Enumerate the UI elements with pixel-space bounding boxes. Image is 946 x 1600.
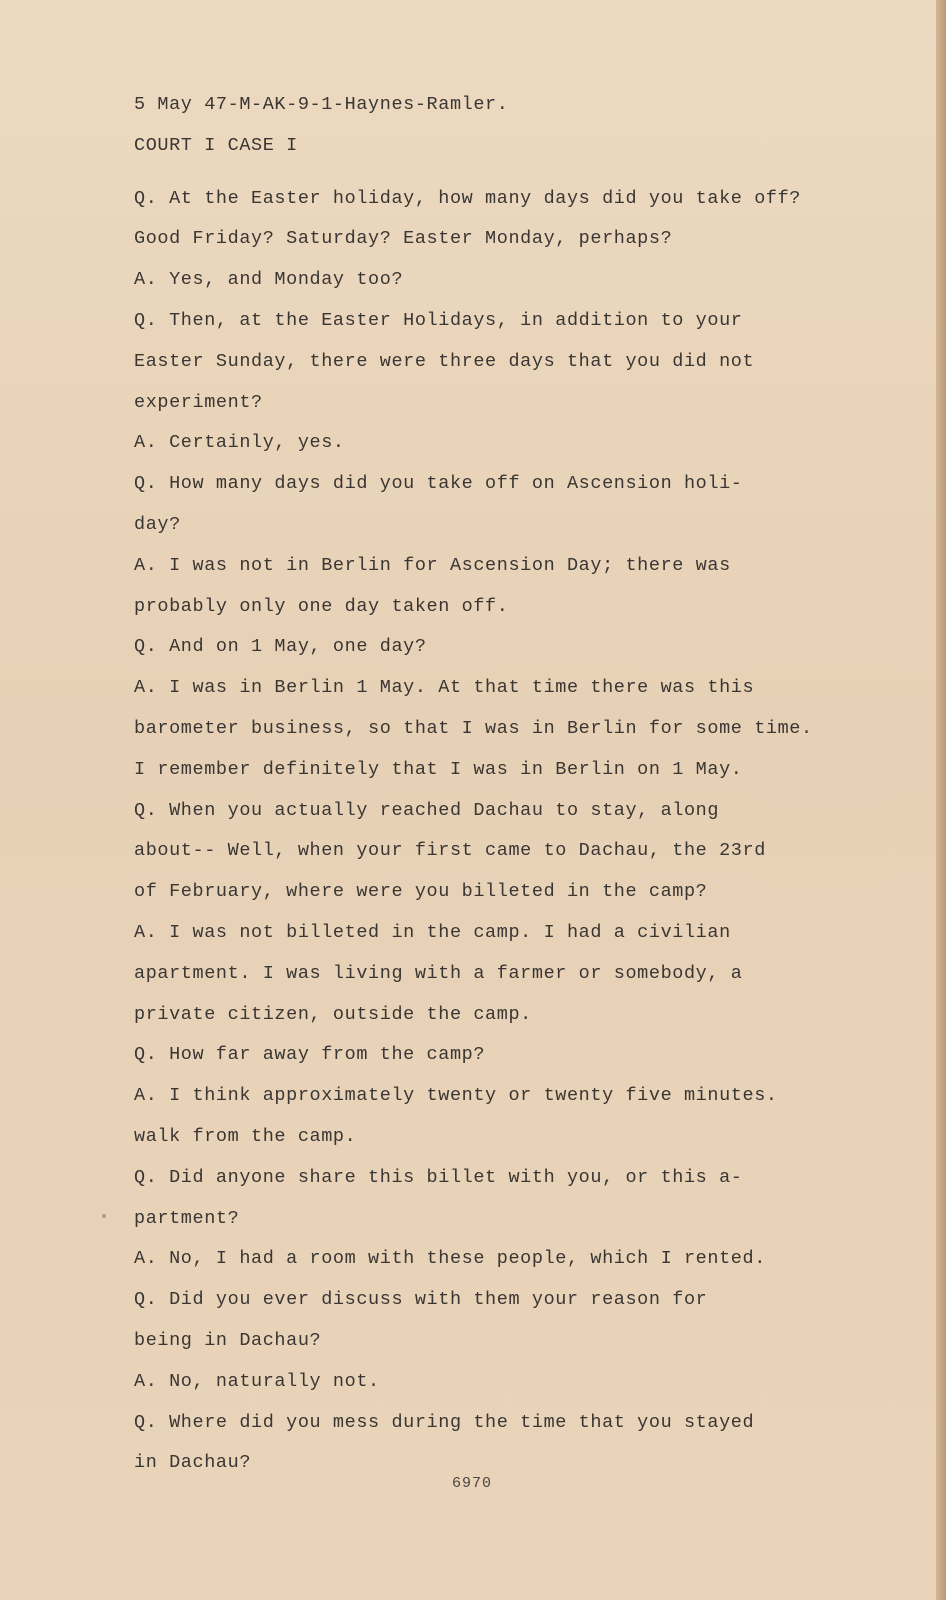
transcript-line: I remember definitely that I was in Berlin on 1 May. [134, 758, 743, 780]
transcript-line: A. Yes, and Monday too? [134, 269, 404, 291]
transcript-line: of February, where were you billeted in the camp? [134, 881, 708, 903]
transcript-line: A. I was not in Berlin for Ascension Day; there was [134, 554, 731, 576]
section-gap [134, 167, 854, 179]
transcript-body [134, 85, 854, 1484]
transcript-line: A. No, I had a room with these people, which I rented. [134, 1248, 766, 1270]
transcript-line: experiment? [134, 391, 263, 413]
header-line: 5 May 47-M-AK-9-1-Haynes-Ramler. [134, 94, 509, 115]
transcript-line: probably only one day taken off. [134, 595, 509, 617]
transcript-line: Q. How far away from the camp? [134, 1044, 486, 1066]
transcript-line: walk from the camp. [134, 1125, 357, 1147]
transcript-line: Easter Sunday, there were three days that you did not [134, 350, 755, 372]
transcript-line: Q. Then, at the Easter Holidays, in addition to your [134, 309, 743, 331]
page-edge [936, 0, 946, 1600]
transcript-line: A. I was in Berlin 1 May. At that time there was this [134, 677, 755, 699]
case-line: COURT I CASE I [134, 134, 298, 156]
transcript-line: Q. At the Easter holiday, how many days did you take off? [134, 187, 802, 209]
transcript-line: Good Friday? Saturday? Easter Monday, perhaps? [134, 228, 673, 250]
paper-speck [102, 1214, 106, 1218]
transcript-line: partment? [134, 1207, 240, 1229]
transcript-line: Q. Where did you mess during the time that you stayed [134, 1411, 755, 1433]
transcript-line: Q. Did anyone share this billet with you, or this a- [134, 1166, 743, 1188]
transcript-line: apartment. I was living with a farmer or somebody, a [134, 962, 743, 984]
page-number: 6970 [452, 1475, 493, 1492]
transcript-line: Q. When you actually reached Dachau to stay, along [134, 799, 720, 821]
transcript-line: A. No, naturally not. [134, 1370, 380, 1392]
transcript-line: in Dachau? [134, 1452, 252, 1474]
transcript-line: Q. How many days did you take off on Ascension holi- [134, 473, 743, 495]
transcript-line: Q. And on 1 May, one day? [134, 636, 427, 658]
transcript-line: about-- Well, when your first came to Dachau, the 23rd [134, 840, 766, 862]
transcript-line: Q. Did you ever discuss with them your reason for [134, 1289, 708, 1311]
transcript-line: A. I was not billeted in the camp. I had a civilian [134, 921, 731, 943]
transcript-line: private citizen, outside the camp. [134, 1003, 532, 1025]
transcript-line: A. Certainly, yes. [134, 432, 345, 454]
transcript-line: A. I think approximately twenty or twenty five minutes. [134, 1085, 778, 1107]
transcript-line: barometer business, so that I was in Berlin for some time. [134, 717, 813, 739]
transcript-line: day? [134, 513, 181, 535]
transcript-line: being in Dachau? [134, 1329, 322, 1351]
